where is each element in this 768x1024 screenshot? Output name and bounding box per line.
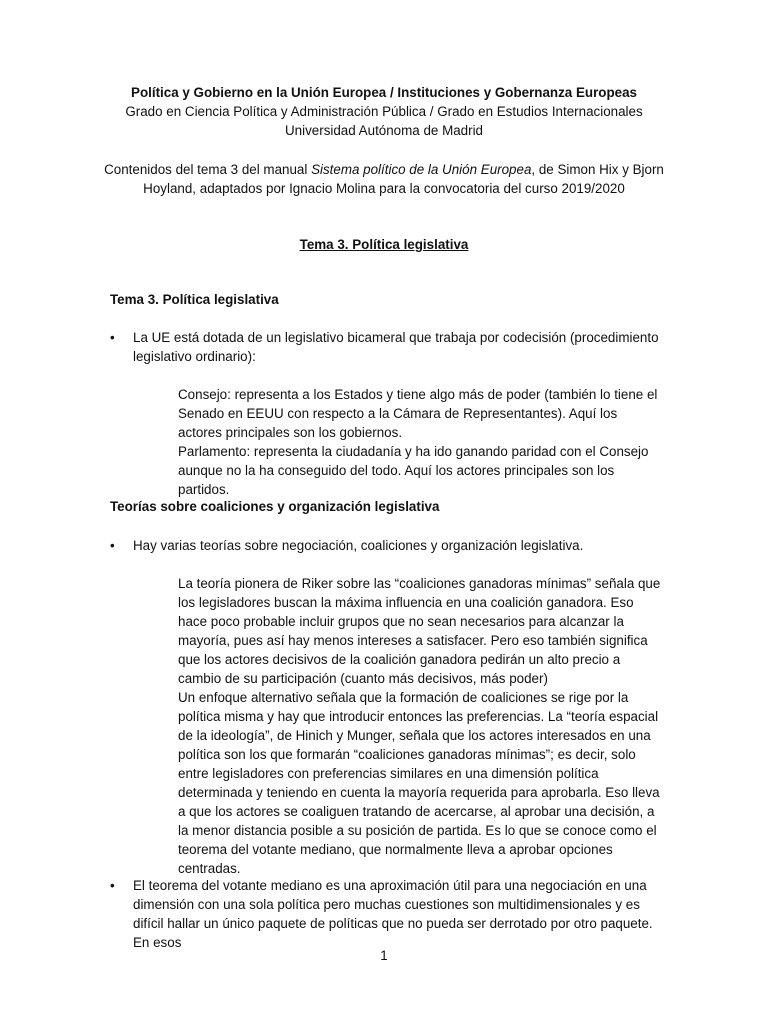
consejo-paragraph: Consejo: representa a los Estados y tiene algo más de poder (también lo tiene el Senado en EEUU con respecto a la Cámara de Representantes). Aquí los actores principales son los gobiernos. xyxy=(178,387,658,440)
section-heading-teorias: Teorías sobre coaliciones y organización legislativa xyxy=(110,499,440,514)
bullet-item xyxy=(110,536,660,555)
document-header xyxy=(90,83,678,140)
indented-block-teorias xyxy=(178,574,663,878)
book-title: Sistema político de la Unión Europea xyxy=(311,162,532,177)
bullet-item xyxy=(110,328,660,366)
intro-text-before: Contenidos del tema 3 del manual xyxy=(104,162,312,177)
intro-paragraph xyxy=(90,160,678,198)
bullet-item xyxy=(110,876,660,952)
section-heading-politica-legislativa: Tema 3. Política legislativa xyxy=(110,292,279,307)
alternative-approach-paragraph: Un enfoque alternativo señala que la formación de coaliciones se rige por la política misma y hay que introducir entonces las preferencias. La “teoría espacial de la ideología”, de Hinich y Munger, señala que los actores interesados en una política son los que formarán “coaliciones ganadoras mínimas”; es decir, solo entre legisladores con preferencias similares en una dimensión política determinada y teniendo en cuenta la mayoría requerida para aprobarla. Eso lleva a que los actores se coaliguen tratando de acercarse, al aprobar una decisión, a la menor distancia posible a su posición de partida. Es lo que se conoce como el teorema del votante mediano, que normalmente lleva a aprobar opciones centradas. xyxy=(178,690,660,876)
intro-text-after: , de Simon Hix y Bjorn Hoyland, adaptados por Ignacio Molina para la convocatoria del curso 2019/2020 xyxy=(143,162,664,196)
indented-block-camaras xyxy=(178,385,663,499)
page-number: 1 xyxy=(380,948,388,963)
course-title: Política y Gobierno en la Unión Europea / Instituciones y Gobernanza Europeas xyxy=(131,85,637,100)
bullet-icon: • xyxy=(110,538,115,553)
degree-line: Grado en Ciencia Política y Administración Pública / Grado en Estudios Internacionales xyxy=(125,104,643,119)
bullet-text: Hay varias teorías sobre negociación, coaliciones y organización legislativa. xyxy=(133,538,584,553)
bullet-text: La UE está dotada de un legislativo bicameral que trabaja por codecisión (procedimiento legislativo ordinario): xyxy=(133,330,659,364)
riker-paragraph: La teoría pionera de Riker sobre las “coaliciones ganadoras mínimas” señala que los legisladores buscan la máxima influencia en una coalición ganadora. Eso hace poco probable incluir grupos que no sean necesarios para alcanzar la mayoría, pues así hay menos intereses a satisfacer. Pero eso también significa que los actores decisivos de la coalición ganadora pedirán un alto precio a cambio de su participación (cuanto más decisivos, más poder) xyxy=(178,576,661,686)
university-line: Universidad Autónoma de Madrid xyxy=(285,123,483,138)
bullet-text: El teorema del votante mediano es una aproximación útil para una negociación en una dimensión con una sola política pero muchas cuestiones son multidimensionales y es difícil hallar un único paquete de políticas que no pueda ser derrotado por otro paquete. En esos xyxy=(133,878,653,950)
parlamento-paragraph: Parlamento: representa la ciudadanía y ha ido ganando paridad con el Consejo aunque no la ha conseguido del todo. Aquí los actores principales son los partidos. xyxy=(178,444,649,497)
bullet-icon: • xyxy=(110,330,115,345)
document-title: Tema 3. Política legislativa xyxy=(299,237,469,252)
bullet-icon: • xyxy=(110,878,115,893)
